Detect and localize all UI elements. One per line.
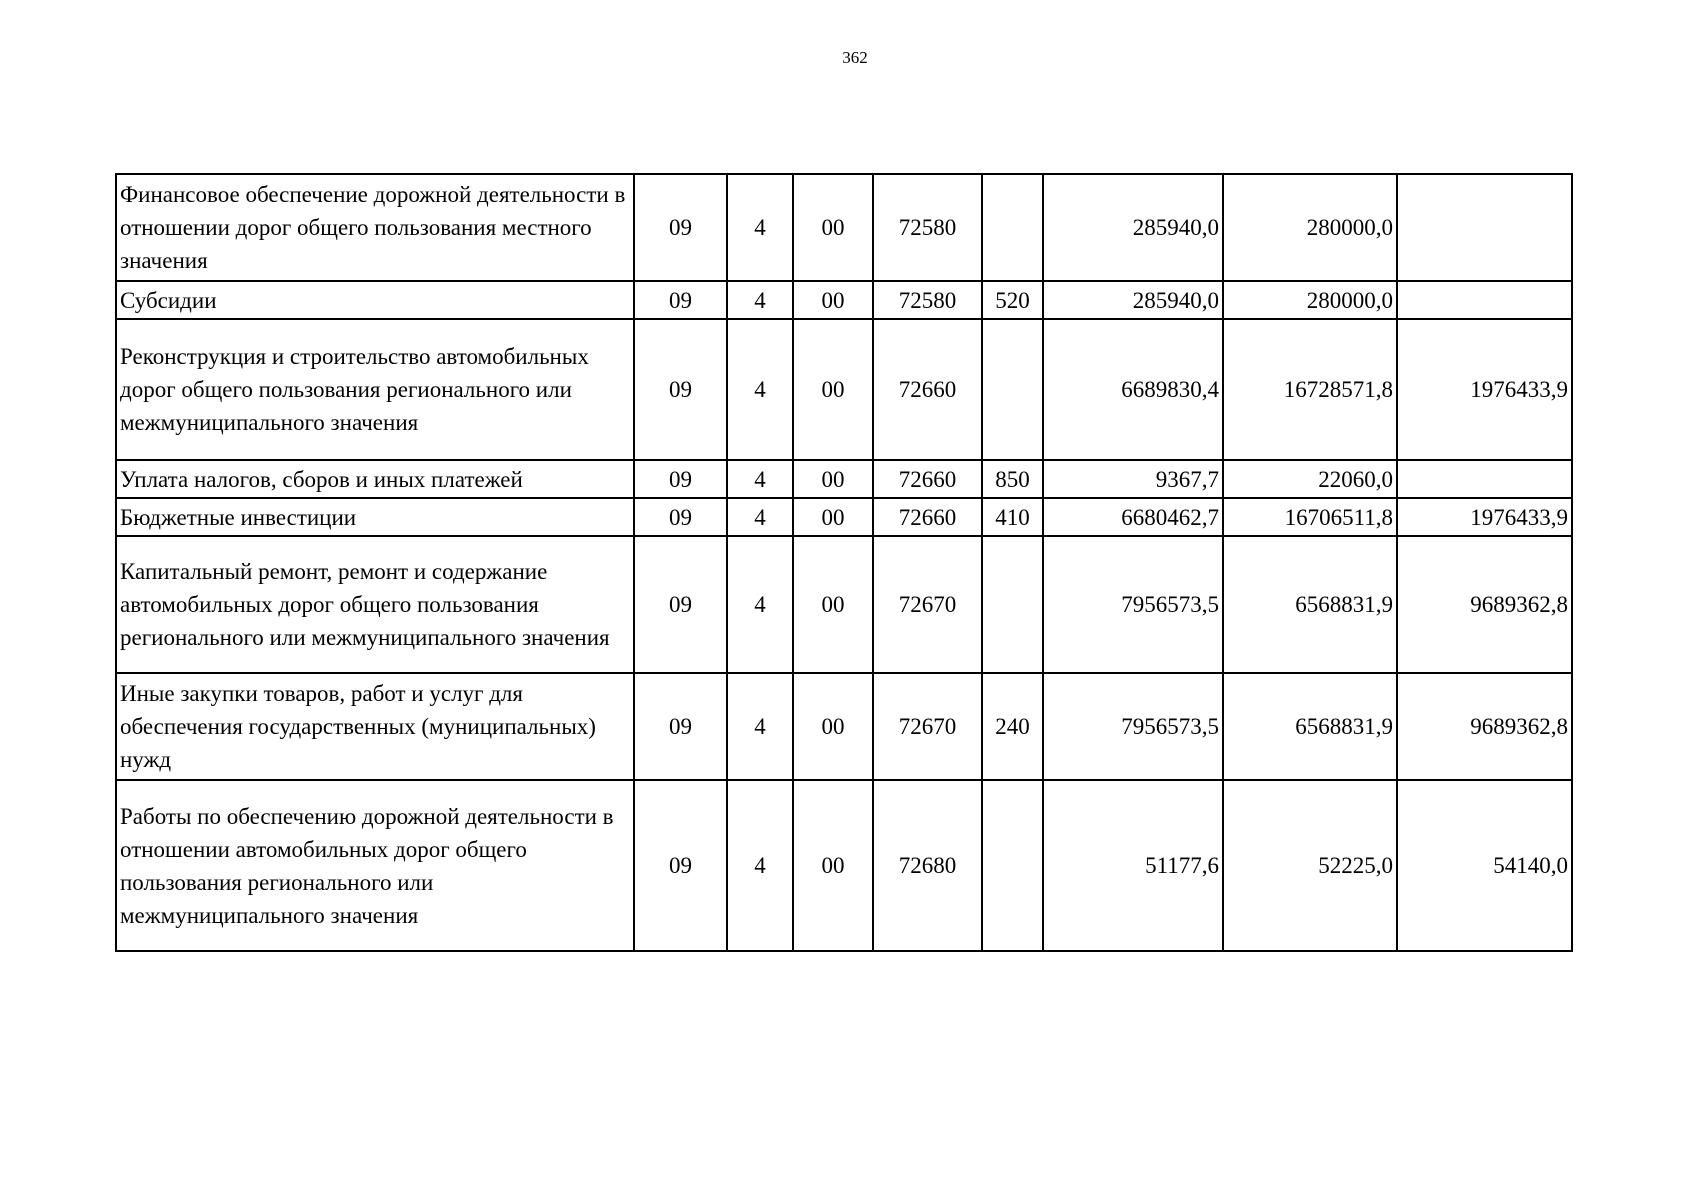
amount-2: 52225,0 <box>1223 780 1397 951</box>
amount-3: 1976433,9 <box>1397 498 1572 536</box>
program-code: 4 <box>727 673 793 780</box>
page-number: 362 <box>842 48 868 67</box>
program-code: 4 <box>727 319 793 460</box>
expense-type-code: 240 <box>982 673 1043 780</box>
program-code: 4 <box>727 536 793 673</box>
table-row <box>116 319 1572 460</box>
row-description: Работы по обеспечению дорожной деятельности в отношении автомобильных дорог общего пользования регионального или межмуниципального значения <box>116 780 634 951</box>
amount-2: 280000,0 <box>1223 281 1397 319</box>
expense-type-code: 850 <box>982 460 1043 498</box>
table-row <box>116 780 1572 951</box>
section-code: 09 <box>634 673 727 780</box>
direction-code: 72660 <box>873 319 982 460</box>
subprogram-code: 00 <box>793 319 873 460</box>
subprogram-code: 00 <box>793 460 873 498</box>
row-description: Финансовое обеспечение дорожной деятельности в отношении дорог общего пользования местного значения <box>116 174 634 281</box>
table-row <box>116 536 1572 673</box>
row-description: Субсидии <box>116 281 634 319</box>
budget-table <box>115 173 1573 952</box>
row-description: Бюджетные инвестиции <box>116 498 634 536</box>
subprogram-code: 00 <box>793 174 873 281</box>
amount-3: 9689362,8 <box>1397 536 1572 673</box>
row-description: Капитальный ремонт, ремонт и содержание автомобильных дорог общего пользования регионального или межмуниципального значения <box>116 536 634 673</box>
program-code: 4 <box>727 780 793 951</box>
row-description: Уплата налогов, сборов и иных платежей <box>116 460 634 498</box>
section-code: 09 <box>634 780 727 951</box>
expense-type-code: 520 <box>982 281 1043 319</box>
subprogram-code: 00 <box>793 498 873 536</box>
amount-1: 285940,0 <box>1043 174 1223 281</box>
amount-3 <box>1397 281 1572 319</box>
expense-type-code <box>982 174 1043 281</box>
row-description: Иные закупки товаров, работ и услуг для обеспечения государственных (муниципальных) нужд <box>116 673 634 780</box>
section-code: 09 <box>634 174 727 281</box>
section-code: 09 <box>634 536 727 673</box>
direction-code: 72680 <box>873 780 982 951</box>
amount-2: 6568831,9 <box>1223 536 1397 673</box>
section-code: 09 <box>634 460 727 498</box>
table-row <box>116 498 1572 536</box>
amount-1: 285940,0 <box>1043 281 1223 319</box>
expense-type-code <box>982 319 1043 460</box>
subprogram-code: 00 <box>793 536 873 673</box>
amount-1: 9367,7 <box>1043 460 1223 498</box>
section-code: 09 <box>634 319 727 460</box>
amount-1: 6680462,7 <box>1043 498 1223 536</box>
amount-3: 1976433,9 <box>1397 319 1572 460</box>
amount-1: 7956573,5 <box>1043 673 1223 780</box>
table-row <box>116 174 1572 281</box>
subprogram-code: 00 <box>793 780 873 951</box>
amount-2: 6568831,9 <box>1223 673 1397 780</box>
amount-1: 51177,6 <box>1043 780 1223 951</box>
amount-3 <box>1397 174 1572 281</box>
amount-2: 16728571,8 <box>1223 319 1397 460</box>
amount-2: 280000,0 <box>1223 174 1397 281</box>
direction-code: 72660 <box>873 460 982 498</box>
section-code: 09 <box>634 281 727 319</box>
program-code: 4 <box>727 281 793 319</box>
direction-code: 72660 <box>873 498 982 536</box>
amount-3 <box>1397 460 1572 498</box>
amount-2: 22060,0 <box>1223 460 1397 498</box>
direction-code: 72580 <box>873 174 982 281</box>
expense-type-code <box>982 780 1043 951</box>
table-row <box>116 460 1572 498</box>
direction-code: 72670 <box>873 673 982 780</box>
expense-type-code: 410 <box>982 498 1043 536</box>
program-code: 4 <box>727 460 793 498</box>
subprogram-code: 00 <box>793 673 873 780</box>
section-code: 09 <box>634 498 727 536</box>
direction-code: 72670 <box>873 536 982 673</box>
program-code: 4 <box>727 498 793 536</box>
expense-type-code <box>982 536 1043 673</box>
amount-3: 9689362,8 <box>1397 673 1572 780</box>
direction-code: 72580 <box>873 281 982 319</box>
table-row <box>116 673 1572 780</box>
row-description: Реконструкция и строительство автомобильных дорог общего пользования регионального или межмуниципального значения <box>116 319 634 460</box>
amount-1: 7956573,5 <box>1043 536 1223 673</box>
subprogram-code: 00 <box>793 281 873 319</box>
amount-3: 54140,0 <box>1397 780 1572 951</box>
amount-2: 16706511,8 <box>1223 498 1397 536</box>
amount-1: 6689830,4 <box>1043 319 1223 460</box>
table-row <box>116 281 1572 319</box>
program-code: 4 <box>727 174 793 281</box>
